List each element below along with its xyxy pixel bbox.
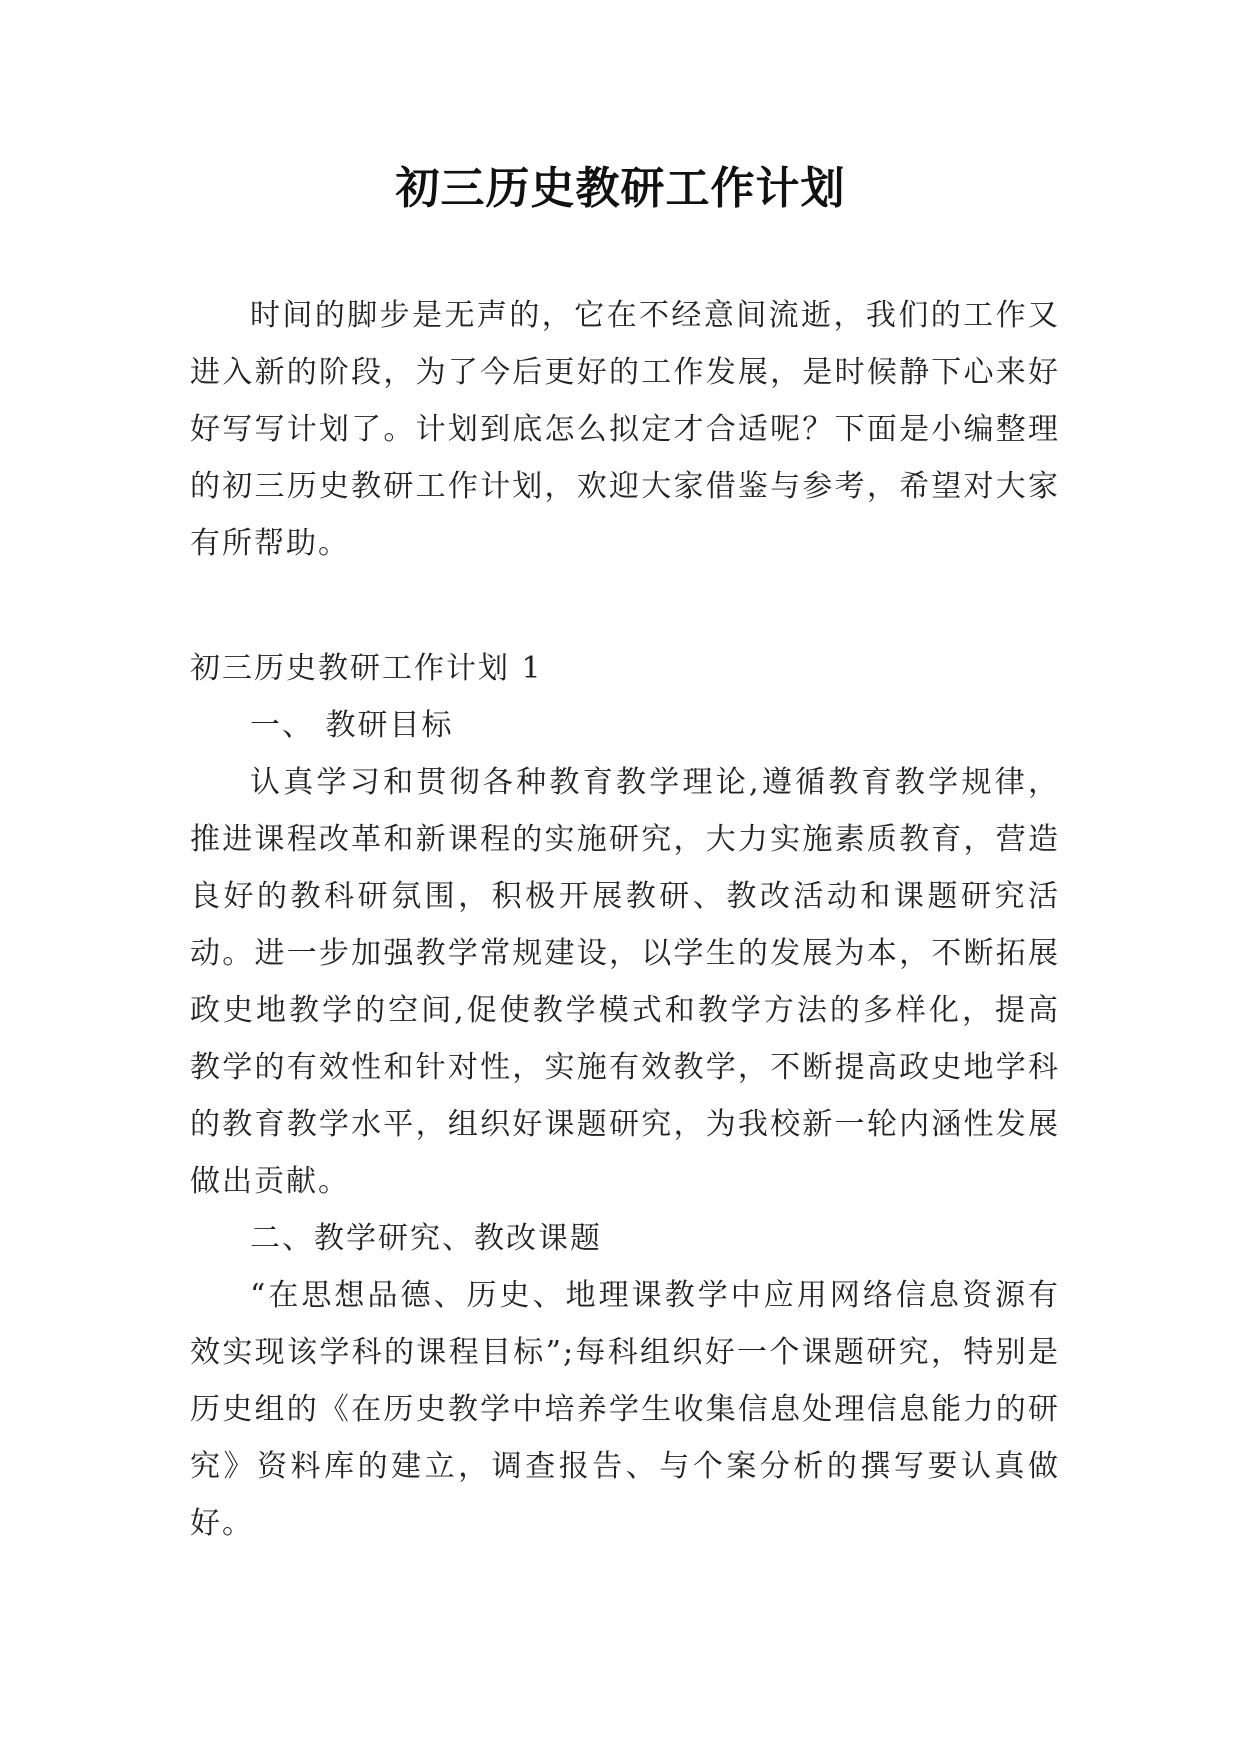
heading-teaching-goals: 一、 教研目标 xyxy=(250,708,454,743)
section-title: 初三历史教研工作计划 1 xyxy=(190,651,543,686)
paragraph-teaching-goals: 认真学习和贯彻各种教育教学理论,遵循教育教学规律，推进课程改革和新课程的实施研究，大力实施素质教育，营造良好的教科研氛围，积极开展教研、教改活动和课题研究活动。进一步加强教学常规建设，以学生的发展为本，不断拓展政史地教学的空间,促使教学模式和教学方法的多样化，提高教学的有效性和针对性，实施有效教学，不断提高政史地学科的教育教学水平，组织好课题研究，为我校新一轮内涵性发展做出贡献。 xyxy=(190,765,1060,1199)
section-block xyxy=(190,640,1060,1552)
intro-paragraph: 时间的脚步是无声的，它在不经意间流逝，我们的工作又进入新的阶段，为了今后更好的工作发展，是时候静下心来好好写写计划了。计划到底怎么拟定才合适呢？下面是小编整理的初三历史教研工作计划，欢迎大家借鉴与参考，希望对大家有所帮助。 xyxy=(190,298,1060,561)
document-title: 初三历史教研工作计划 xyxy=(395,163,846,214)
intro-block xyxy=(190,287,1060,572)
paragraph-research-topics: “在思想品德、历史、地理课教学中应用网络信息资源有效实现该学科的课程目标”;每科组织好一个课题研究，特别是历史组的《在历史教学中培养学生收集信息处理信息能力的研究》资料库的建立，调查报告、与个案分析的撰写要认真做好。 xyxy=(190,1278,1060,1541)
heading-research-topics: 二、教学研究、教改课题 xyxy=(250,1221,602,1256)
